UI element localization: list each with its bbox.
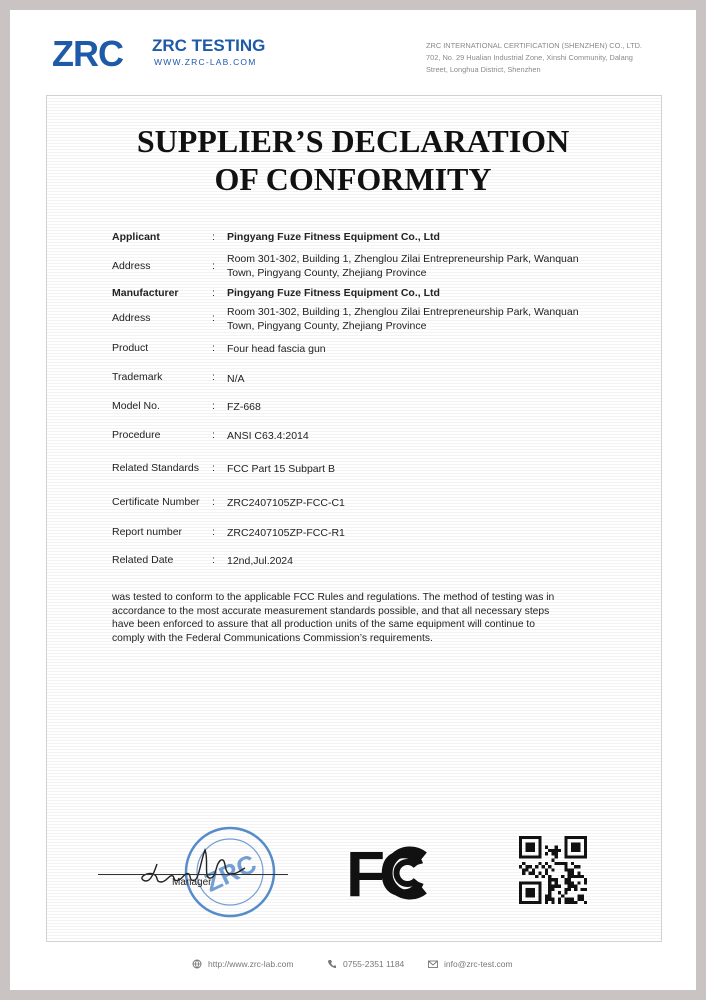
qr-module xyxy=(551,852,554,855)
colon: : xyxy=(212,287,215,299)
colon: : xyxy=(212,554,215,566)
qr-module xyxy=(555,855,558,858)
qr-module xyxy=(558,862,561,865)
qr-module xyxy=(551,868,554,871)
qr-module xyxy=(525,836,528,839)
qr-module xyxy=(564,855,567,858)
qr-module xyxy=(548,885,551,888)
qr-module xyxy=(538,881,541,884)
qr-module xyxy=(535,855,538,858)
qr-module xyxy=(542,865,545,868)
qr-module xyxy=(551,849,554,852)
mail-icon xyxy=(428,959,438,969)
qr-module xyxy=(532,891,535,894)
footer-website-text[interactable]: http://www.zrc-lab.com xyxy=(208,959,294,969)
product-label: Product xyxy=(112,342,149,354)
qr-module xyxy=(577,894,580,897)
qr-module xyxy=(584,849,587,852)
qr-module xyxy=(525,891,528,894)
certificate-number-label: Certificate Number xyxy=(112,496,200,508)
qr-module xyxy=(568,872,571,875)
manufacturer-label: Manufacturer xyxy=(112,287,179,299)
qr-module xyxy=(519,888,522,891)
qr-module xyxy=(522,836,525,839)
company-line: Street, Longhua District, Shenzhen xyxy=(426,65,541,74)
applicant-value: Pingyang Fuze Fitness Equipment Co., Ltd xyxy=(227,231,440,243)
model-label: Model No. xyxy=(112,400,160,412)
qr-module xyxy=(571,862,574,865)
qr-module xyxy=(519,898,522,901)
stamp-text: ZRC xyxy=(199,848,261,898)
qr-module xyxy=(571,872,574,875)
statement-line: comply with the Federal Communications Commission’s requirements. xyxy=(112,632,433,644)
qr-module xyxy=(584,855,587,858)
qr-module xyxy=(558,891,561,894)
qr-module xyxy=(529,836,532,839)
procedure-label: Procedure xyxy=(112,429,161,441)
qr-module xyxy=(581,894,584,897)
qr-module xyxy=(577,881,580,884)
qr-module xyxy=(577,842,580,845)
qr-module xyxy=(525,842,528,845)
qr-module xyxy=(571,842,574,845)
qr-module xyxy=(561,894,564,897)
qr-module xyxy=(529,865,532,868)
qr-module xyxy=(571,868,574,871)
qr-module xyxy=(584,836,587,839)
qr-module xyxy=(525,865,528,868)
statement-line: was tested to conform to the applicable FCC Rules and regulations. The method of testing was in xyxy=(112,592,555,603)
globe-icon xyxy=(192,959,202,969)
qr-module xyxy=(529,901,532,904)
qr-module xyxy=(525,881,528,884)
qr-module xyxy=(555,846,558,849)
qr-module xyxy=(545,901,548,904)
trademark-label: Trademark xyxy=(112,371,163,383)
footer-website xyxy=(192,959,294,969)
qr-module xyxy=(538,891,541,894)
qr-module xyxy=(584,839,587,842)
qr-module xyxy=(564,836,567,839)
footer-phone-text: 0755-2351 1184 xyxy=(343,959,405,969)
qr-module xyxy=(532,842,535,845)
qr-module xyxy=(548,878,551,881)
report-number-value: ZRC2407105ZP-FCC-R1 xyxy=(227,527,345,539)
qr-module xyxy=(519,885,522,888)
manufacturer-address-line-2: Town, Pingyang County, Zhejiang Province xyxy=(227,320,427,332)
company-line: ZRC INTERNATIONAL CERTIFICATION (SHENZHEN) CO., LTD. xyxy=(426,41,642,50)
qr-module xyxy=(564,839,567,842)
qr-module xyxy=(519,865,522,868)
qr-module xyxy=(584,888,587,891)
qr-module xyxy=(545,862,548,865)
qr-module xyxy=(525,846,528,849)
qr-module xyxy=(545,846,548,849)
qr-module xyxy=(574,885,577,888)
qr-module xyxy=(577,846,580,849)
qr-module xyxy=(568,881,571,884)
qr-module xyxy=(571,901,574,904)
colon: : xyxy=(212,400,215,412)
qr-module xyxy=(519,839,522,842)
qr-module xyxy=(564,846,567,849)
qr-module xyxy=(529,881,532,884)
qr-module xyxy=(548,865,551,868)
qr-module xyxy=(529,894,532,897)
qr-module xyxy=(584,881,587,884)
qr-module xyxy=(529,888,532,891)
colon: : xyxy=(212,526,215,538)
zrc-logo xyxy=(52,34,282,74)
footer-phone xyxy=(327,959,404,969)
qr-module xyxy=(577,849,580,852)
qr-module xyxy=(519,894,522,897)
qr-module xyxy=(538,842,541,845)
qr-module xyxy=(561,862,564,865)
qr-module xyxy=(532,836,535,839)
qr-module xyxy=(538,852,541,855)
qr-module xyxy=(581,875,584,878)
qr-module xyxy=(532,901,535,904)
qr-module xyxy=(529,855,532,858)
qr-module xyxy=(519,901,522,904)
standards-value: FCC Part 15 Subpart B xyxy=(227,463,335,475)
qr-module xyxy=(522,881,525,884)
qr-module xyxy=(535,875,538,878)
title-line-1: SUPPLIER’S DECLARATION xyxy=(136,123,570,159)
qr-module xyxy=(525,855,528,858)
qr-module xyxy=(574,842,577,845)
qr-module xyxy=(564,891,567,894)
certificate-panel xyxy=(46,95,662,942)
qr-module xyxy=(568,878,571,881)
related-date-value: 12nd,Jul.2024 xyxy=(227,555,293,567)
qr-module xyxy=(577,836,580,839)
company-line: 702, No. 29 Hualian Industrial Zone, Xinshi Community, Dalang xyxy=(426,53,633,62)
standards-label: Related Standards xyxy=(112,462,199,474)
qr-module xyxy=(564,849,567,852)
applicant-address-line-2: Town, Pingyang County, Zhejiang Province xyxy=(227,267,427,279)
qr-module xyxy=(545,852,548,855)
qr-module xyxy=(538,872,541,875)
qr-module xyxy=(529,891,532,894)
qr-module xyxy=(555,852,558,855)
qr-module xyxy=(564,842,567,845)
qr-module xyxy=(519,842,522,845)
fcc-logo-letters: FC xyxy=(346,838,420,904)
manufacturer-value: Pingyang Fuze Fitness Equipment Co., Ltd xyxy=(227,287,440,299)
qr-module xyxy=(571,881,574,884)
qr-module xyxy=(542,875,545,878)
company-address xyxy=(426,40,666,76)
qr-module xyxy=(564,878,567,881)
qr-module xyxy=(525,849,528,852)
qr-module xyxy=(545,894,548,897)
qr-module xyxy=(551,888,554,891)
qr-module xyxy=(584,852,587,855)
fcc-logo xyxy=(346,838,432,904)
qr-module xyxy=(519,846,522,849)
qr-module xyxy=(577,898,580,901)
qr-module xyxy=(558,885,561,888)
qr-module xyxy=(564,888,567,891)
procedure-value: ANSI C63.4:2014 xyxy=(227,430,309,442)
qr-module xyxy=(568,855,571,858)
qr-module xyxy=(538,885,541,888)
qr-module xyxy=(571,849,574,852)
qr-module xyxy=(525,868,528,871)
qr-module xyxy=(564,901,567,904)
qr-module xyxy=(525,901,528,904)
qr-module xyxy=(551,859,554,862)
qr-module xyxy=(558,901,561,904)
qr-module xyxy=(522,862,525,865)
qr-module xyxy=(538,894,541,897)
qr-module xyxy=(538,898,541,901)
qr-module xyxy=(564,865,567,868)
qr-module xyxy=(532,846,535,849)
qr-module xyxy=(558,898,561,901)
qr-module xyxy=(564,898,567,901)
certificate-number-value: ZRC2407105ZP-FCC-C1 xyxy=(227,497,345,509)
qr-module xyxy=(545,868,548,871)
related-date-label: Related Date xyxy=(112,554,174,566)
colon: : xyxy=(212,231,215,243)
footer-email xyxy=(428,959,513,969)
qr-module xyxy=(519,836,522,839)
qr-module xyxy=(571,885,574,888)
qr-module xyxy=(581,888,584,891)
qr-module xyxy=(538,888,541,891)
qr-module xyxy=(519,849,522,852)
qr-module xyxy=(532,872,535,875)
qr-module xyxy=(568,868,571,871)
qr-module xyxy=(535,901,538,904)
qr-module xyxy=(561,875,564,878)
manager-label: Manager xyxy=(172,877,212,888)
qr-module xyxy=(584,842,587,845)
qr-module xyxy=(525,894,528,897)
qr-code xyxy=(519,836,587,904)
colon: : xyxy=(212,312,215,324)
product-value: Four head fascia gun xyxy=(227,343,326,355)
zrc-logo-name: ZRC TESTING xyxy=(152,36,266,55)
qr-module xyxy=(571,875,574,878)
qr-module xyxy=(574,901,577,904)
qr-module xyxy=(564,852,567,855)
qr-module xyxy=(571,898,574,901)
qr-module xyxy=(574,855,577,858)
qr-module xyxy=(538,839,541,842)
qr-module xyxy=(555,862,558,865)
qr-module xyxy=(548,881,551,884)
qr-module xyxy=(584,846,587,849)
qr-module xyxy=(529,849,532,852)
qr-module xyxy=(538,862,541,865)
qr-module xyxy=(548,894,551,897)
qr-module xyxy=(532,868,535,871)
qr-module xyxy=(535,865,538,868)
qr-module xyxy=(571,836,574,839)
qr-module xyxy=(545,898,548,901)
qr-module xyxy=(555,878,558,881)
qr-module xyxy=(538,901,541,904)
footer-email-text[interactable]: info@zrc-test.com xyxy=(444,959,513,969)
qr-module xyxy=(519,891,522,894)
title-line-2: OF CONFORMITY xyxy=(214,161,492,197)
report-number-label: Report number xyxy=(112,526,183,538)
qr-module xyxy=(519,855,522,858)
qr-module xyxy=(577,865,580,868)
phone-icon xyxy=(327,959,337,969)
qr-module xyxy=(538,846,541,849)
zrc-logo-url: WWW.ZRC-LAB.COM xyxy=(154,57,257,67)
colon: : xyxy=(212,260,215,272)
qr-module xyxy=(564,881,567,884)
qr-module xyxy=(532,894,535,897)
qr-module xyxy=(532,888,535,891)
qr-module xyxy=(535,881,538,884)
qr-module xyxy=(564,862,567,865)
qr-module xyxy=(522,901,525,904)
manufacturer-address-line-1: Room 301-302, Building 1, Zhenglou Zilai Entrepreneurship Park, Wanquan xyxy=(227,306,579,318)
qr-module xyxy=(555,881,558,884)
qr-module xyxy=(581,898,584,901)
qr-module xyxy=(551,878,554,881)
qr-module xyxy=(519,881,522,884)
colon: : xyxy=(212,371,215,383)
qr-module xyxy=(568,888,571,891)
qr-module xyxy=(577,855,580,858)
qr-module xyxy=(574,888,577,891)
qr-module xyxy=(522,868,525,871)
qr-module xyxy=(571,855,574,858)
conformity-statement xyxy=(112,591,582,645)
qr-module xyxy=(551,898,554,901)
qr-module xyxy=(558,849,561,852)
qr-module xyxy=(568,875,571,878)
qr-module xyxy=(548,875,551,878)
qr-module xyxy=(584,878,587,881)
colon: : xyxy=(212,429,215,441)
qr-module xyxy=(568,885,571,888)
qr-module xyxy=(581,855,584,858)
colon: : xyxy=(212,462,215,474)
qr-module xyxy=(548,891,551,894)
qr-module xyxy=(568,901,571,904)
qr-module xyxy=(522,855,525,858)
certificate-title xyxy=(0,122,706,198)
qr-module xyxy=(545,872,548,875)
applicant-address-label: Address xyxy=(112,260,151,272)
qr-module xyxy=(525,888,528,891)
model-value: FZ-668 xyxy=(227,401,261,413)
qr-module xyxy=(529,842,532,845)
colon: : xyxy=(212,496,215,508)
qr-module xyxy=(522,872,525,875)
qr-module xyxy=(577,875,580,878)
qr-module xyxy=(532,849,535,852)
qr-module xyxy=(574,836,577,839)
applicant-address-line-1: Room 301-302, Building 1, Zhenglou Zilai Entrepreneurship Park, Wanquan xyxy=(227,253,579,265)
qr-module xyxy=(519,852,522,855)
qr-module xyxy=(551,885,554,888)
signature-line xyxy=(98,874,288,875)
qr-module xyxy=(548,888,551,891)
qr-module xyxy=(538,836,541,839)
qr-module xyxy=(532,855,535,858)
manufacturer-address-label: Address xyxy=(112,312,151,324)
statement-line: have been enforced to assure that all production units of the same equipment will continue to xyxy=(112,619,536,631)
qr-module xyxy=(564,868,567,871)
applicant-label: Applicant xyxy=(112,231,160,243)
qr-module xyxy=(581,836,584,839)
footer xyxy=(0,959,706,973)
qr-module xyxy=(568,836,571,839)
qr-module xyxy=(584,901,587,904)
qr-module xyxy=(538,855,541,858)
qr-module xyxy=(574,849,577,852)
qr-module xyxy=(529,872,532,875)
qr-module xyxy=(577,872,580,875)
qr-module xyxy=(574,875,577,878)
qr-module xyxy=(551,901,554,904)
qr-module xyxy=(535,836,538,839)
qr-module xyxy=(538,849,541,852)
trademark-value: N/A xyxy=(227,373,245,385)
qr-module xyxy=(574,865,577,868)
qr-module xyxy=(548,898,551,901)
colon: : xyxy=(212,342,215,354)
qr-module xyxy=(555,885,558,888)
zrc-logo-mark: ZRC xyxy=(52,34,123,74)
signature-stamp xyxy=(95,820,305,920)
qr-module xyxy=(574,846,577,849)
qr-module xyxy=(532,881,535,884)
qr-module xyxy=(548,849,551,852)
qr-module xyxy=(568,898,571,901)
qr-module xyxy=(529,846,532,849)
qr-module xyxy=(555,849,558,852)
statement-line: accordance to the most accurate measurement standards possible, and that all necessary steps xyxy=(112,605,550,617)
qr-module xyxy=(571,846,574,849)
